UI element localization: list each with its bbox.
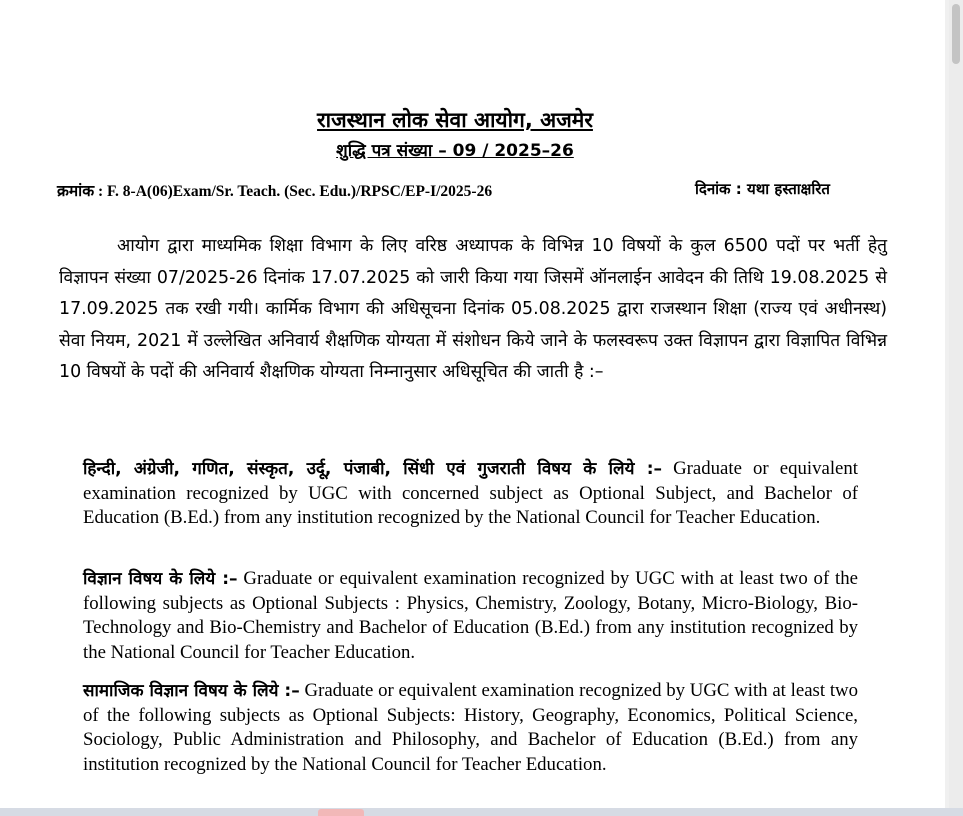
section-languages xyxy=(83,457,858,531)
reference-number: क्रमांक : F. 8-A(06)Exam/Sr. Teach. (Sec. Edu.)/RPSC/EP-I/2025-26 xyxy=(57,183,493,200)
section-social-science xyxy=(83,679,858,778)
section-science xyxy=(83,567,858,666)
taskbar-strip xyxy=(0,808,963,816)
vertical-scrollbar[interactable] xyxy=(949,0,963,808)
taskbar-tab[interactable] xyxy=(318,809,364,816)
section-heading: सामाजिक विज्ञान विषय के लिये :– xyxy=(83,681,300,701)
intro-paragraph: आयोग द्वारा माध्यमिक शिक्षा विभाग के लिए वरिष्ठ अध्यापक के विभिन्न 10 विषयों के कुल 6500 पदों पर भर्ती हेतु विज्ञापन संख्या 07/2025-26 दिनांक 17.07.2025 को जारी किया गया जिसमें ऑनलाईन आवेदन की तिथि 19.08.2025 से 17.09.2025 तक रखी गयी। कार्मिक विभाग की अधिसूचना दिनांक 05.08.2025 द्वारा राजस्थान शिक्षा (राज्य एवं अधीनस्थ) सेवा नियम, 2021 में उल्लेखित अनिवार्य शैक्षणिक योग्यता में संशोधन किये जाने के फलस्वरूप उक्त विज्ञापन द्वारा विज्ञापित विभिन्न 10 विषयों के पदों की अनिवार्य शैक्षणिक योग्यता निम्नानुसार अधिसूचित की जाती है :– xyxy=(59,236,887,382)
corrigendum-number: शुद्धि पत्र संख्या – 09 / 2025–26 xyxy=(336,141,574,161)
section-heading: हिन्दी, अंग्रेजी, गणित, संस्कृत, उर्दू, पंजाबी, सिंधी एवं गुजराती विषय के लिये :– xyxy=(83,459,663,479)
page-title: राजस्थान लोक सेवा आयोग, अजमेर xyxy=(317,108,593,132)
section-text: Graduate or equivalent examination recognized by UGC with at least two of the following subjects as Optional Subjects: History, Geography, Economics, Political Science, Sociology, Public Administration and Philosophy, and Bachelor of Education (B.Ed.) from any institution recognized by the National Council for Teacher Education. xyxy=(83,680,859,776)
document-date: दिनांक : यथा हस्ताक्षरित xyxy=(695,180,830,198)
section-text: Graduate or equivalent examination recognized by UGC with concerned subject as Optional Subject, and Bachelor of Education (B.Ed.) from any institution recognized by the National Council for Teacher Education. xyxy=(83,458,858,529)
scrollbar-thumb[interactable] xyxy=(952,4,960,64)
section-text: Graduate or equivalent examination recognized by UGC with at least two of the following subjects as Optional Subjects : Physics, Chemistry, Zoology, Botany, Micro-Biology, Bio-Technology and Bio-Chemistry and Bachelor of Education (B.Ed.) from any institution recognized by the National Council for Teacher Education. xyxy=(83,568,858,664)
section-heading: विज्ञान विषय के लिये :– xyxy=(83,569,238,589)
